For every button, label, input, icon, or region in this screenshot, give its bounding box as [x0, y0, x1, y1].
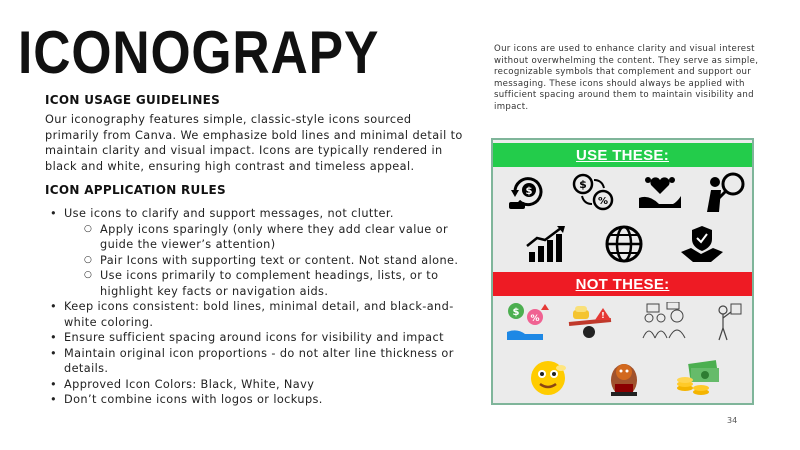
hands-heart-people-icon [637, 172, 683, 212]
doodle-figure-icon [705, 302, 751, 342]
svg-text:%: % [597, 196, 609, 207]
page-title: ICONOGRAPY [18, 19, 380, 86]
page-number: 34 [727, 416, 738, 425]
icon-examples-panel [491, 138, 754, 405]
3d-emoji-icon [525, 358, 571, 398]
rule-item: • Keep icons consistent: bold lines, minimal detail, and black-and-white coloring. [48, 299, 473, 330]
not-these-banner: NOT THESE: [493, 272, 752, 296]
rule-item: • Maintain original icon proportions - do not alter line thickness or details. [48, 346, 473, 377]
svg-text:$: $ [512, 307, 520, 318]
sub-rule-item: ○ Apply icons sparingly (only where they add clear value or guide the viewer’s attention) [64, 222, 473, 253]
application-heading: ICON APPLICATION RULES [45, 183, 226, 197]
use-these-banner: USE THESE: [493, 143, 752, 167]
rule-item: • Approved Icon Colors: Black, White, Navy [48, 377, 473, 393]
person-magnifier-icon [701, 172, 747, 212]
money-cycle-icon [505, 172, 551, 212]
rule-item: • Ensure sufficient spacing around icons for visibility and impact [48, 330, 473, 346]
rule-text: Use icons to clarify and support messages, not clutter. [64, 207, 394, 220]
svg-text:$: $ [525, 186, 533, 197]
handshake-shield-icon [679, 224, 725, 264]
3d-character-icon [601, 358, 647, 398]
globe-icon [601, 224, 647, 264]
cash-coins-stack-icon [675, 358, 721, 398]
svg-text:$: $ [579, 178, 587, 191]
growth-chart-icon [523, 224, 569, 264]
balance-seesaw-icon [567, 302, 613, 342]
currency-percent-icon [571, 172, 617, 212]
rules-list [48, 206, 473, 408]
sub-rules-list [64, 222, 473, 300]
sub-rule-item: ○ Use icons primarily to complement headings, lists, or to highlight key facts or navigation aids. [64, 268, 473, 299]
svg-text:!: ! [601, 311, 605, 320]
colorful-money-percent-icon [505, 302, 551, 342]
svg-text:%: % [530, 314, 540, 324]
usage-heading: ICON USAGE GUIDELINES [45, 93, 221, 107]
rule-item: • Don’t combine icons with logos or lockups. [48, 392, 473, 408]
rule-item [48, 206, 473, 299]
usage-paragraph: Our iconography features simple, classic-style icons sourced primarily from Canva. We emphasize bold lines and minimal detail to maintain clarity and visual impact. Icons are typically rendered in black and white, ensuring high contrast and timeless appeal. [45, 113, 463, 173]
side-description: Our icons are used to enhance clarity and visual interest without overwhelming the content. They serve as simple, recognizable symbols that complement and support our messaging. These icons should always be applied with sufficient spacing around them to maintain visibility and impact. [494, 44, 759, 112]
sub-rule-item: ○ Pair Icons with supporting text or content. Not stand alone. [64, 253, 473, 269]
sketch-people-icon [641, 302, 687, 342]
